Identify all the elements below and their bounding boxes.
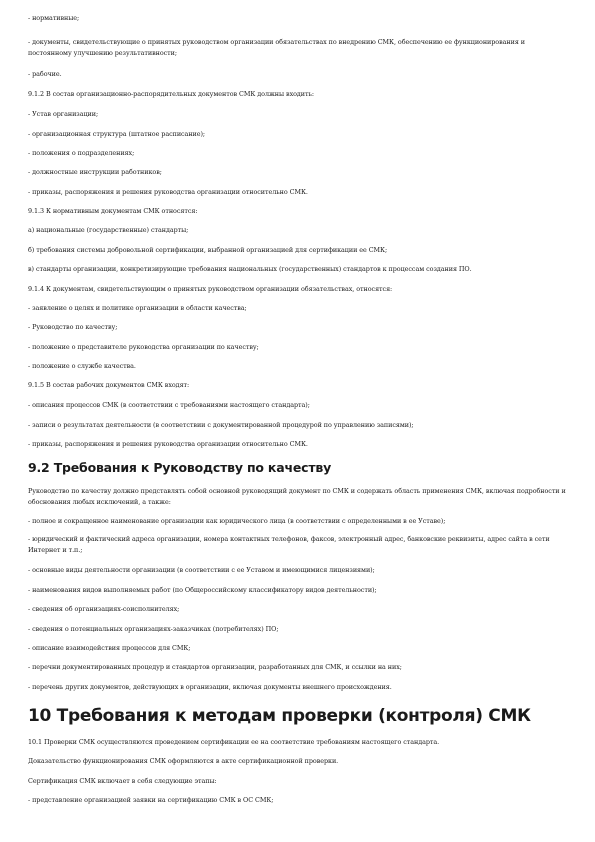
list-item: - полное и сокращенное наименование организации как юридического лица (в соответствии с определенными в ее Уставе); xyxy=(28,517,446,525)
list-item: - положение о представителе руководства организации по качеству; xyxy=(28,343,259,351)
list-item: - документы, свидетельствующие о принятых руководством организации обязательствах по внедрению СМК, обеспечению ее функционирования и постоянному улучшению результативности; xyxy=(28,38,526,57)
list-item: - описания процессов СМК (в соответствии с требованиями настоящего стандарта); xyxy=(28,401,310,409)
list-item: - основные виды деятельности организации (в соответствии с ее Уставом и имеющимися лицензиями); xyxy=(28,566,375,574)
list-item: - сведения об организациях-соисполнителях; xyxy=(28,605,180,613)
list-item: - перечни документированных процедур и стандартов организации, разработанных для СМК, и ссылки на них; xyxy=(28,663,402,671)
list-item: - описание взаимодействия процессов для СМК; xyxy=(28,644,191,652)
list-item: - организационная структура (штатное расписание); xyxy=(28,130,206,138)
section-heading-9-2: 9.2 Требования к Руководству по качеству xyxy=(28,460,332,475)
list-item: - положения о подразделениях; xyxy=(28,149,135,157)
list-item: - представление организацией заявки на сертификацию СМК в ОС СМК; xyxy=(28,796,274,804)
section-heading-9-1-4: 9.1.4 К документам, свидетельствующим о принятых руководством организации обязательствах, относятся: xyxy=(28,285,393,293)
list-item: - должностные инструкции работников; xyxy=(28,168,162,176)
list-item: - наименования видов выполняемых работ (по Общероссийскому классификатору видов деятельности); xyxy=(28,586,377,594)
list-item: - положение о службе качества. xyxy=(28,362,136,370)
list-item: - нормативные; xyxy=(28,14,80,22)
section-heading-9-1-2: 9.1.2 В состав организационно-распорядительных документов СМК должны входить: xyxy=(28,90,315,98)
list-item: б) требования системы добровольной сертификации, выбранной организацией для сертификации ее СМК; xyxy=(28,246,388,254)
section-heading-9-1-3: 9.1.3 К нормативным документам СМК относятся: xyxy=(28,207,198,215)
list-item: а) национальные (государственные) стандарты; xyxy=(28,226,189,234)
paragraph: 10.1 Проверки СМК осуществляются проведением сертификации ее на соответствие требованиям настоящего стандарта. xyxy=(28,738,440,746)
paragraph: Доказательство функционирования СМК оформляются в акте сертификационной проверки. xyxy=(28,757,339,765)
list-item: - Устав организации; xyxy=(28,110,99,118)
list-item: - записи о результатах деятельности (в соответствии с документированной процедурой по управлению записями); xyxy=(28,421,414,429)
list-item: - юридический и фактический адреса организации, номера контактных телефонов, факсов, электронный адрес, банковские реквизиты, адрес сайта в сети Интернет и т.п.; xyxy=(28,535,550,554)
list-item: - сведения о потенциальных организациях-заказчиках (потребителях) ПО; xyxy=(28,625,279,633)
list-item: - рабочие. xyxy=(28,70,62,78)
paragraph: Сертификация СМК включает в себя следующие этапы: xyxy=(28,777,217,785)
list-item: - приказы, распоряжения и решения руководства организации относительно СМК. xyxy=(28,440,308,448)
section-heading-9-1-5: 9.1.5 В состав рабочих документов СМК входят: xyxy=(28,381,190,389)
section-heading-10: 10 Требования к методам проверки (контроля) СМК xyxy=(28,706,531,726)
list-item: - перечень других документов, действующих в организации, включая документы внешнего происхождения. xyxy=(28,683,392,691)
paragraph: Руководство по качеству должно представлять собой основной руководящий документ по СМК и содержать область применения СМК, включая подробности и обоснования любых исключений, а также: xyxy=(28,487,566,506)
list-item: - приказы, распоряжения и решения руководства организации относительно СМК. xyxy=(28,188,308,196)
list-item: - заявление о целях и политике организации в области качества; xyxy=(28,304,247,312)
list-item: в) стандарты организации, конкретизирующие требования национальных (государственных) стандартов к процессам создания ПО. xyxy=(28,265,472,273)
list-item: - Руководство по качеству; xyxy=(28,323,118,331)
